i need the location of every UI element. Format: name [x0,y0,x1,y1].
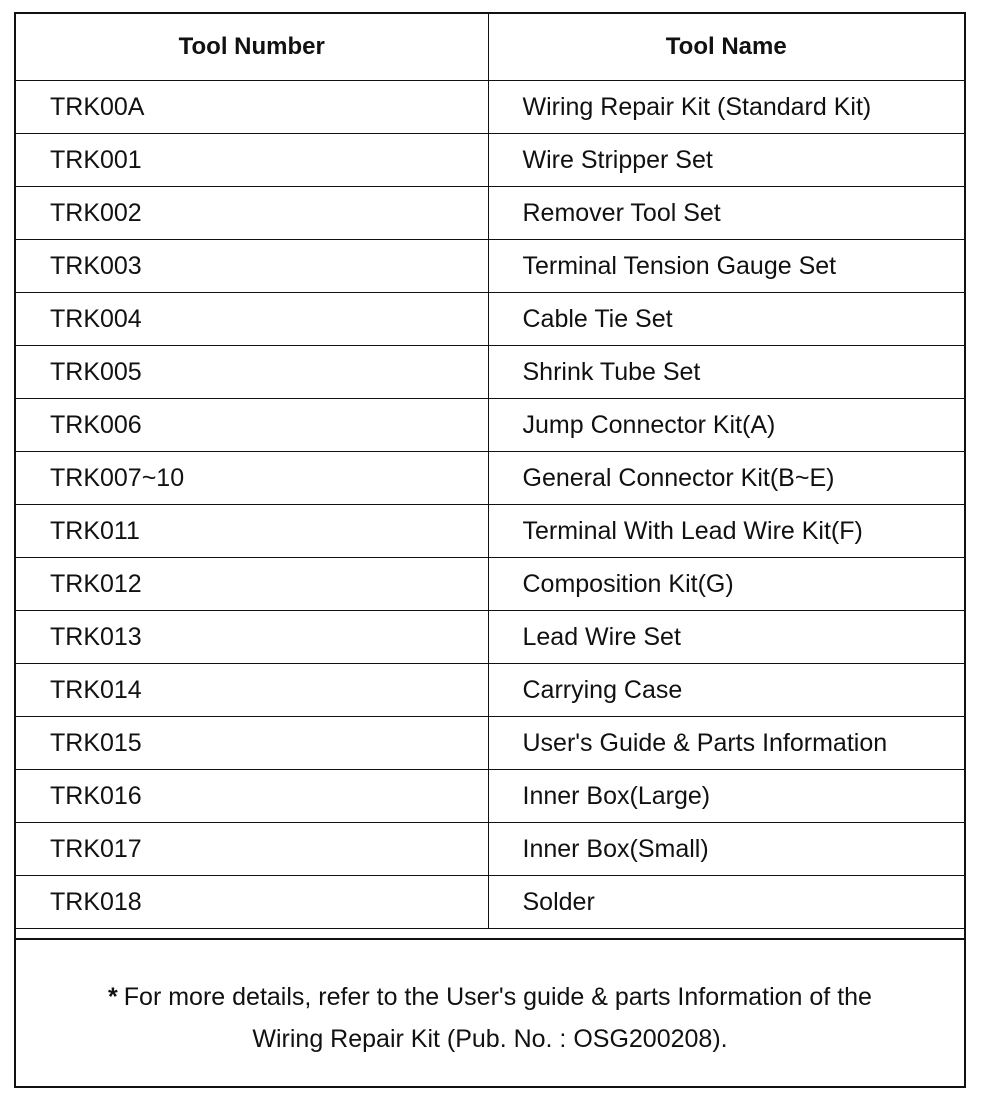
table-row [16,664,964,717]
header-tool-name: Tool Name [488,14,964,81]
tool-name-cell: Terminal Tension Gauge Set [488,240,964,293]
tool-number-cell: TRK017 [16,823,488,876]
tool-name-cell: Inner Box(Large) [488,770,964,823]
table-row [16,452,964,505]
tool-number-cell: TRK00A [16,81,488,134]
table-row [16,399,964,452]
tool-number-cell: TRK014 [16,664,488,717]
table-row [16,770,964,823]
tool-name-cell: Composition Kit(G) [488,558,964,611]
tool-number-cell: TRK004 [16,293,488,346]
tool-number-cell: TRK001 [16,134,488,187]
tool-number-cell: TRK003 [16,240,488,293]
table-row [16,187,964,240]
table-row [16,505,964,558]
tool-name-cell: Cable Tie Set [488,293,964,346]
table-header-row [16,14,964,81]
tool-number-cell: TRK005 [16,346,488,399]
tool-number-cell: TRK007~10 [16,452,488,505]
tool-number-cell: TRK018 [16,876,488,929]
tool-name-cell: Terminal With Lead Wire Kit(F) [488,505,964,558]
tool-name-cell: General Connector Kit(B~E) [488,452,964,505]
header-tool-number: Tool Number [16,14,488,81]
tool-number-cell: TRK013 [16,611,488,664]
tool-number-cell: TRK016 [16,770,488,823]
table-row [16,81,964,134]
tool-number-cell: TRK012 [16,558,488,611]
tool-name-cell: Jump Connector Kit(A) [488,399,964,452]
asterisk-marker: * [108,983,118,1011]
footnote-text-1: For more details, refer to the User's guide & parts Information of the [123,983,872,1011]
tool-number-cell: TRK011 [16,505,488,558]
tool-name-cell: Shrink Tube Set [488,346,964,399]
table-row [16,240,964,293]
table-row [16,823,964,876]
tool-name-cell: Remover Tool Set [488,187,964,240]
tool-name-cell: User's Guide & Parts Information [488,717,964,770]
table-row [16,134,964,187]
tool-table [16,14,964,929]
footnote [16,938,964,1086]
table-row [16,293,964,346]
footnote-line-2: Wiring Repair Kit (Pub. No. : OSG200208). [252,1025,728,1053]
table-row [16,717,964,770]
tool-number-cell: TRK002 [16,187,488,240]
tool-number-cell: TRK015 [16,717,488,770]
tool-name-cell: Carrying Case [488,664,964,717]
table-row [16,876,964,929]
table-row [16,611,964,664]
tool-number-cell: TRK006 [16,399,488,452]
footnote-line-1 [16,976,964,1018]
tool-name-cell: Wire Stripper Set [488,134,964,187]
tool-name-cell: Inner Box(Small) [488,823,964,876]
tool-name-cell: Wiring Repair Kit (Standard Kit) [488,81,964,134]
table-row [16,558,964,611]
tool-name-cell: Lead Wire Set [488,611,964,664]
tool-name-cell: Solder [488,876,964,929]
table-row [16,346,964,399]
tool-list-sheet [14,12,966,1088]
